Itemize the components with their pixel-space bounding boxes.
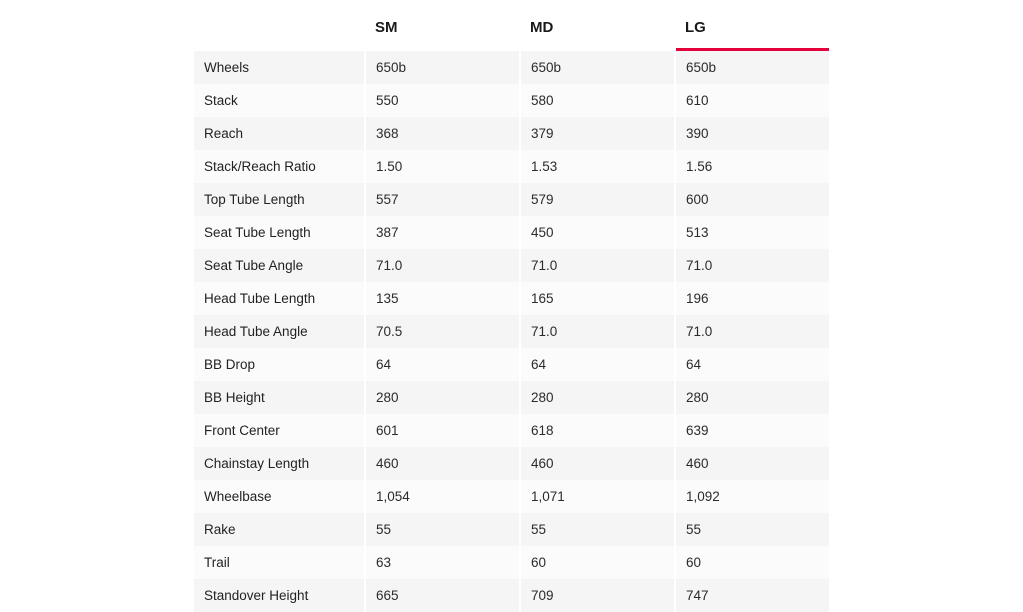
row-value: 618: [520, 414, 675, 447]
table-row: [194, 183, 829, 216]
table-row: [194, 480, 829, 513]
row-value: 280: [675, 381, 829, 414]
table-row: [194, 447, 829, 480]
row-value: 513: [675, 216, 829, 249]
row-value: 71.0: [520, 249, 675, 282]
row-value: 390: [675, 117, 829, 150]
row-value: 64: [675, 348, 829, 381]
row-label: Stack/Reach Ratio: [194, 150, 365, 183]
row-value: 71.0: [675, 249, 829, 282]
row-label: BB Height: [194, 381, 365, 414]
table-row: [194, 50, 829, 85]
table-row: [194, 513, 829, 546]
row-label: Reach: [194, 117, 365, 150]
row-value: 1,054: [365, 480, 520, 513]
row-label: Head Tube Length: [194, 282, 365, 315]
row-value: 71.0: [675, 315, 829, 348]
table-row: [194, 348, 829, 381]
row-label: Trail: [194, 546, 365, 579]
table-header-row: [194, 0, 829, 50]
row-value: 71.0: [520, 315, 675, 348]
row-value: 165: [520, 282, 675, 315]
row-label: Chainstay Length: [194, 447, 365, 480]
row-label: Top Tube Length: [194, 183, 365, 216]
geometry-table: [194, 0, 829, 612]
geometry-table-container: [194, 0, 829, 612]
table-row: [194, 150, 829, 183]
row-value: 55: [675, 513, 829, 546]
row-value: 60: [520, 546, 675, 579]
row-value: 650b: [365, 50, 520, 85]
table-row: [194, 249, 829, 282]
row-value: 280: [365, 381, 520, 414]
row-value: 1,071: [520, 480, 675, 513]
row-value: 60: [675, 546, 829, 579]
row-value: 63: [365, 546, 520, 579]
row-value: 1.56: [675, 150, 829, 183]
row-label: BB Drop: [194, 348, 365, 381]
row-value: 71.0: [365, 249, 520, 282]
row-value: 135: [365, 282, 520, 315]
row-value: 709: [520, 579, 675, 612]
row-value: 550: [365, 84, 520, 117]
row-value: 665: [365, 579, 520, 612]
row-value: 600: [675, 183, 829, 216]
row-value: 460: [365, 447, 520, 480]
table-body: [194, 50, 829, 612]
table-row: [194, 315, 829, 348]
row-label: Stack: [194, 84, 365, 117]
column-header-md[interactable]: MD: [520, 0, 675, 50]
row-value: 460: [520, 447, 675, 480]
table-row: [194, 579, 829, 612]
column-header-sm[interactable]: SM: [365, 0, 520, 50]
row-label: Rake: [194, 513, 365, 546]
table-row: [194, 84, 829, 117]
row-value: 64: [520, 348, 675, 381]
row-value: 379: [520, 117, 675, 150]
column-header-label: [194, 0, 365, 50]
row-label: Wheels: [194, 50, 365, 85]
row-value: 557: [365, 183, 520, 216]
table-row: [194, 414, 829, 447]
row-value: 368: [365, 117, 520, 150]
table-row: [194, 117, 829, 150]
row-value: 579: [520, 183, 675, 216]
row-value: 1,092: [675, 480, 829, 513]
row-value: 610: [675, 84, 829, 117]
row-value: 55: [520, 513, 675, 546]
row-value: 601: [365, 414, 520, 447]
row-value: 196: [675, 282, 829, 315]
row-label: Wheelbase: [194, 480, 365, 513]
row-label: Head Tube Angle: [194, 315, 365, 348]
row-value: 460: [675, 447, 829, 480]
row-value: 650b: [520, 50, 675, 85]
row-value: 639: [675, 414, 829, 447]
row-value: 70.5: [365, 315, 520, 348]
table-row: [194, 216, 829, 249]
row-value: 55: [365, 513, 520, 546]
table-row: [194, 381, 829, 414]
row-value: 580: [520, 84, 675, 117]
table-row: [194, 282, 829, 315]
table-header: [194, 0, 829, 50]
row-value: 650b: [675, 50, 829, 85]
row-value: 280: [520, 381, 675, 414]
row-value: 450: [520, 216, 675, 249]
table-row: [194, 546, 829, 579]
row-label: Seat Tube Length: [194, 216, 365, 249]
row-value: 747: [675, 579, 829, 612]
row-label: Seat Tube Angle: [194, 249, 365, 282]
row-value: 387: [365, 216, 520, 249]
row-label: Standover Height: [194, 579, 365, 612]
row-value: 64: [365, 348, 520, 381]
row-label: Front Center: [194, 414, 365, 447]
row-value: 1.50: [365, 150, 520, 183]
row-value: 1.53: [520, 150, 675, 183]
column-header-lg[interactable]: LG: [675, 0, 829, 50]
